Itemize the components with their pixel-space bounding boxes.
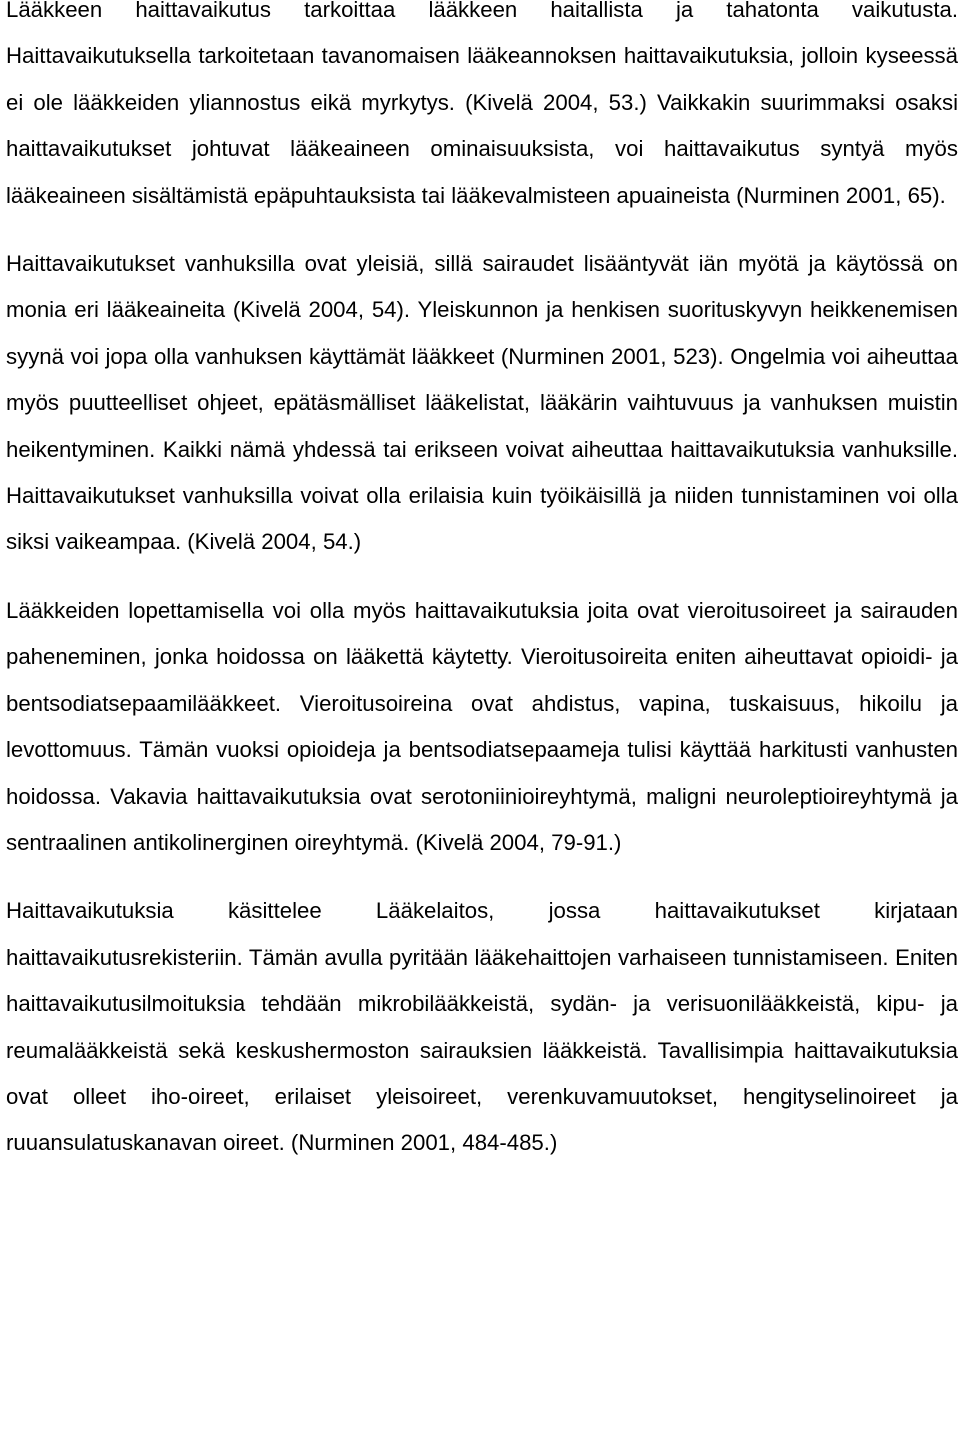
paragraph-adverse-effects-registry: Haittavaikutuksia käsittelee Lääkelaitos, jossa haittavaikutukset kirjataan haittavaikutusrekisteriin. Tämän avulla pyritään lääkehaittojen varhaiseen tunnistamiseen. Eniten haittavaikutusilmoituksia tehdään mikrobilääkkeistä, sydän- ja verisuonilääkkeistä, kipu- ja reumalääkkeistä sekä keskushermoston sairauksien lääkkeistä. Tavallisimpia haittavaikutuksia ovat olleet iho-oireet, erilaiset yleisoireet, verenkuvamuutokset, hengityselinoireet ja ruuansulatuskanavan oireet. (Nurminen 2001, 484-485.) (6, 898, 958, 1156)
paragraph-withdrawal-symptoms: Lääkkeiden lopettamisella voi olla myös haittavaikutuksia joita ovat vieroitusoireet ja sairauden paheneminen, jonka hoidossa on lääkettä käytetty. Vieroitusoireita eniten aiheuttavat opioidi- ja bentsodiatsepaamilääkkeet. Vieroitusoireina ovat ahdistus, vapina, tuskaisuus, hikoilu ja levottomuus. Tämän vuoksi opioideja ja bentsodiatsepaameja tulisi käyttää harkitusti vanhusten hoidossa. Vakavia haittavaikutuksia ovat serotoniinioireyhtymä, maligni neuroleptioireyhtymä ja sentraalinen antikolinerginen oireyhtymä. (Kivelä 2004, 79-91.) (6, 597, 958, 855)
paragraph-adverse-effects-definition: Lääkkeen haittavaikutus tarkoittaa lääkkeen haitallista ja tahatonta vaikutusta. Haittavaikutuksella tarkoitetaan tavanomaisen lääkeannoksen haittavaikutuksia, jolloin kyseessä ei ole lääkkeiden yliannostus eikä myrkytys. (Kivelä 2004, 53.) Vaikkakin suurimmaksi osaksi haittavaikutukset johtuvat lääkeaineen ominaisuuksista, voi haittavaikutus syntyä myös lääkeaineen sisältämistä epäpuhtauksista tai lääkevalmisteen apuaineista (Nurminen 2001, 65). (6, 0, 958, 208)
paragraph-elderly-adverse-effects: Haittavaikutukset vanhuksilla ovat yleisiä, sillä sairaudet lisääntyvät iän myötä ja käytössä on monia eri lääkeaineita (Kivelä 2004, 54). Yleiskunnon ja henkisen suorituskyvyn heikkenemisen syynä voi jopa olla vanhuksen käyttämät lääkkeet (Nurminen 2001, 523). Ongelmia voi aiheuttaa myös puutteelliset ohjeet, epätäsmälliset lääkelistat, lääkärin vaihtuvuus ja vanhuksen muistin heikentyminen. Kaikki nämä yhdessä tai erikseen voivat aiheuttaa haittavaikutuksia vanhuksille. Haittavaikutukset vanhuksilla voivat olla erilaisia kuin työikäisillä ja niiden tunnistaminen voi olla siksi vaikeampaa. (Kivelä 2004, 54.) (6, 251, 958, 555)
document-page (6, 0, 958, 1167)
